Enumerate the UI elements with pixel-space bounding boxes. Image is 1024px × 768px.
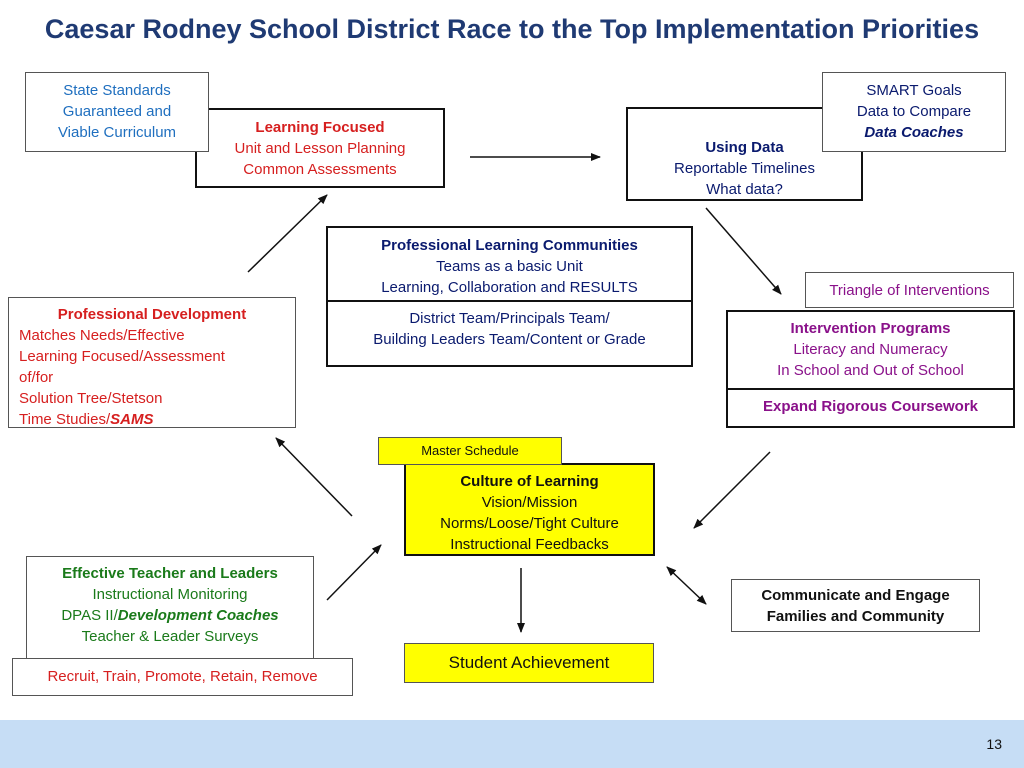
- smart-goals-box: [822, 72, 1006, 152]
- plc-line1: Teams as a basic Unit: [436, 258, 583, 275]
- smart-goals-line3: Data Coaches: [864, 124, 964, 141]
- prof-dev-heading: Professional Development: [57, 306, 247, 323]
- effective-line1: Instructional Monitoring: [92, 586, 248, 603]
- page-number: 13: [986, 736, 1002, 752]
- culture-line3: Instructional Feedbacks: [450, 536, 609, 553]
- state-standards-line2: Guaranteed and: [62, 103, 172, 120]
- footer-band: [0, 720, 1024, 768]
- learning-focused-line2: Common Assessments: [243, 161, 397, 178]
- arrow-profdev-to-learning: [248, 195, 327, 272]
- master-schedule-label: Master Schedule: [421, 443, 519, 458]
- using-data-line2: What data?: [706, 181, 783, 198]
- arrow-culture-communicate: [667, 567, 706, 604]
- plc-sub-line2: Building Leaders Team/Content or Grade: [373, 331, 646, 348]
- effective-line3: Teacher & Leader Surveys: [81, 628, 259, 645]
- recruit-label: Recruit, Train, Promote, Retain, Remove: [47, 668, 318, 685]
- plc-heading: Professional Learning Communities: [381, 237, 638, 254]
- prof-dev-line5-em: SAMS: [110, 411, 154, 428]
- prof-dev-box: [8, 297, 296, 428]
- communicate-line1: Communicate and Engage: [761, 587, 950, 604]
- triangle-box: [805, 272, 1014, 308]
- smart-goals-line2: Data to Compare: [856, 103, 972, 120]
- triangle-label: Triangle of Interventions: [829, 282, 990, 299]
- prof-dev-line2: Learning Focused/Assessment: [19, 348, 225, 365]
- communicate-box: [731, 579, 980, 632]
- learning-focused-box: [195, 108, 445, 188]
- master-schedule-box: [378, 437, 562, 465]
- using-data-line1: Reportable Timelines: [674, 160, 815, 177]
- arrow-culture-to-profdev: [276, 438, 352, 516]
- state-standards-line1: State Standards: [63, 82, 171, 99]
- intervention-line1: Literacy and Numeracy: [793, 341, 948, 358]
- culture-line2: Norms/Loose/Tight Culture: [440, 515, 619, 532]
- plc-box: [326, 226, 693, 367]
- culture-box: [404, 463, 655, 556]
- arrow-data-to-intervention: [706, 208, 781, 294]
- recruit-box: [12, 658, 353, 696]
- intervention-heading: Intervention Programs: [790, 320, 951, 337]
- learning-focused-heading: Learning Focused: [255, 119, 385, 136]
- state-standards-line3: Viable Curriculum: [57, 124, 177, 141]
- prof-dev-line5-prefix: Time Studies/: [19, 411, 111, 428]
- effective-line2: [27, 605, 313, 626]
- prof-dev-line4: Solution Tree/Stetson: [19, 390, 163, 407]
- arrow-effective-to-culture: [327, 545, 381, 600]
- using-data-heading: Using Data: [705, 139, 784, 156]
- arrow-intervention-to-culture: [694, 452, 770, 528]
- effective-line2-em: Development Coaches: [117, 607, 279, 624]
- prof-dev-line5: [19, 409, 295, 430]
- plc-divider: [328, 300, 691, 350]
- smart-goals-line1: SMART Goals: [866, 82, 962, 99]
- culture-heading: Culture of Learning: [460, 473, 599, 490]
- intervention-box: [726, 310, 1015, 428]
- plc-sub-line1: District Team/Principals Team/: [409, 310, 610, 327]
- culture-line1: Vision/Mission: [481, 494, 578, 511]
- page-title: Caesar Rodney School District Race to the Top Implementation Priorities: [44, 14, 980, 44]
- learning-focused-line1: Unit and Lesson Planning: [234, 140, 406, 157]
- prof-dev-line3: of/for: [19, 369, 54, 386]
- plc-line2: Learning, Collaboration and RESULTS: [381, 279, 638, 296]
- intervention-line2: In School and Out of School: [777, 362, 964, 379]
- expand-coursework: Expand Rigorous Coursework: [728, 388, 1013, 417]
- prof-dev-line1: Matches Needs/Effective: [19, 327, 185, 344]
- student-achievement-box: [404, 643, 654, 683]
- state-standards-box: [25, 72, 209, 152]
- communicate-line2: Families and Community: [766, 608, 945, 625]
- effective-line2-prefix: DPAS II/: [61, 607, 118, 624]
- effective-box: [26, 556, 314, 664]
- effective-heading: Effective Teacher and Leaders: [62, 565, 278, 582]
- student-achievement-label: Student Achievement: [448, 653, 610, 672]
